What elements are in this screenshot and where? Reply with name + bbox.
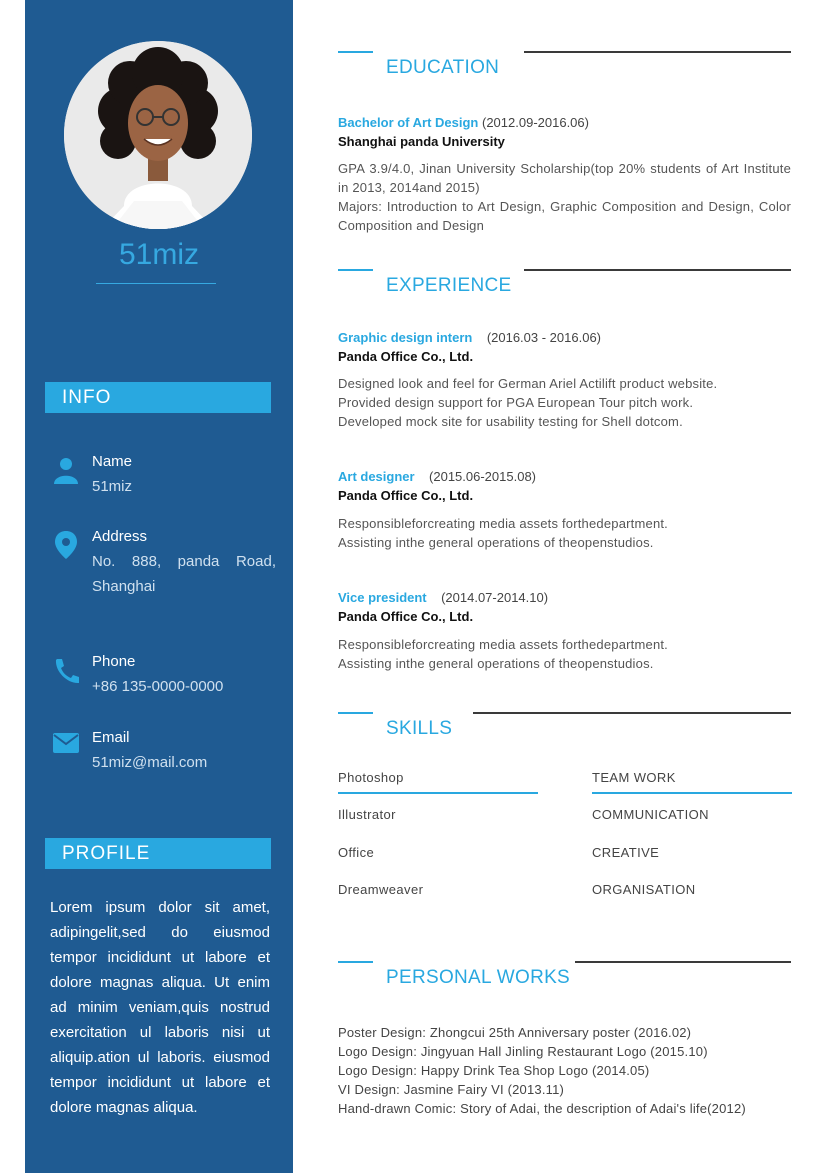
name-underline <box>96 283 216 284</box>
experience-line: Assisting inthe general operations of theopenstudios. <box>338 656 654 671</box>
section-accent-line <box>338 961 373 963</box>
experience-description <box>338 374 791 431</box>
experience-item-head <box>338 330 601 345</box>
experience-description <box>338 514 791 552</box>
skill-underline <box>592 792 792 794</box>
skill-item: Office <box>338 845 375 860</box>
experience-company: Panda Office Co., Ltd. <box>338 488 474 503</box>
info-address-label: Address <box>92 528 148 545</box>
works-item: Poster Design: Zhongcui 25th Anniversary poster (2016.02) <box>338 1025 692 1040</box>
skill-item: COMMUNICATION <box>592 807 709 822</box>
info-email <box>92 725 276 775</box>
works-title: PERSONAL WORKS <box>386 967 571 988</box>
info-email-value: 51miz@mail.com <box>92 754 208 771</box>
person-name: 51miz <box>118 238 200 271</box>
experience-period: (2016.03 - 2016.06) <box>486 330 602 345</box>
skill-item: Dreamweaver <box>338 882 424 897</box>
education-majors: Majors: Introduction to Art Design, Graphic Composition and Design, Color Composition and Design <box>338 199 791 233</box>
education-title: EDUCATION <box>386 57 500 78</box>
experience-line: Assisting inthe general operations of theopenstudios. <box>338 535 654 550</box>
works-item: Logo Design: Jingyuan Hall Jinling Restaurant Logo (2015.10) <box>338 1044 708 1059</box>
education-degree: Bachelor of Art Design <box>338 115 479 130</box>
experience-period: (2015.06-2015.08) <box>429 469 537 484</box>
education-school: Shanghai panda University <box>338 134 505 149</box>
info-phone <box>92 649 276 699</box>
experience-item-head <box>338 469 536 484</box>
skills-title: SKILLS <box>386 718 453 739</box>
skill-item: TEAM WORK <box>592 770 676 785</box>
education-period: (2012.09-2016.06) <box>482 115 589 130</box>
experience-line: Responsibleforcreating media assets forthedepartment. <box>338 516 668 531</box>
education-details: GPA 3.9/4.0, Jinan University Scholarship(top 20% students of Art Institute in 2013, 2014and 2015) <box>338 161 791 195</box>
phone-icon <box>51 656 81 686</box>
experience-role: Art designer <box>338 469 415 484</box>
section-rule <box>524 51 791 53</box>
skill-item: CREATIVE <box>592 845 660 860</box>
works-item: Hand-drawn Comic: Story of Adai, the description of Adai's life(2012) <box>338 1101 746 1116</box>
experience-role: Vice president <box>338 590 427 605</box>
profile-section-title: PROFILE <box>45 838 271 869</box>
profile-photo <box>64 41 252 229</box>
info-name-label: Name <box>92 453 133 470</box>
section-rule <box>473 712 791 714</box>
info-name <box>92 449 276 499</box>
experience-role: Graphic design intern <box>338 330 473 345</box>
experience-line: Provided design support for PGA European Tour pitch work. <box>338 395 694 410</box>
experience-line: Responsibleforcreating media assets forthedepartment. <box>338 637 668 652</box>
experience-title: EXPERIENCE <box>386 275 512 296</box>
skill-item: Photoshop <box>338 770 404 785</box>
experience-company: Panda Office Co., Ltd. <box>338 349 474 364</box>
works-item: VI Design: Jasmine Fairy VI (2013.11) <box>338 1082 565 1097</box>
info-phone-value: +86 135-0000-0000 <box>92 678 224 695</box>
experience-description <box>338 635 791 673</box>
profile-text: Lorem ipsum dolor sit amet, adipingelit,sed do eiusmod tempor incididunt ut labore et dolore magnas aliqua. Ut enim ad minim veniam,quis nostrud exercitation ul laboris nisi ut aliquip.ation ul laboris. eiusmod tempor incididunt ut labore et dolore magnas aliqua. <box>50 899 270 1116</box>
section-rule <box>524 269 791 271</box>
info-name-value: 51miz <box>92 478 133 495</box>
works-item: Logo Design: Happy Drink Tea Shop Logo (2014.05) <box>338 1063 650 1078</box>
education-degree-line <box>338 115 589 130</box>
experience-line: Designed look and feel for German Ariel Actilift product website. <box>338 376 718 391</box>
envelope-icon <box>51 728 81 758</box>
experience-line: Developed mock site for usability testing for Shell dotcom. <box>338 414 683 429</box>
experience-item-head <box>338 590 548 605</box>
section-accent-line <box>338 51 373 53</box>
info-section-title: INFO <box>45 382 271 413</box>
section-rule <box>575 961 791 963</box>
info-phone-label: Phone <box>92 653 136 670</box>
skill-underline <box>338 792 538 794</box>
works-list <box>338 1023 798 1118</box>
skill-item: ORGANISATION <box>592 882 696 897</box>
section-accent-line <box>338 712 373 714</box>
experience-period: (2014.07-2014.10) <box>441 590 549 605</box>
experience-company: Panda Office Co., Ltd. <box>338 609 474 624</box>
section-accent-line <box>338 269 373 271</box>
skill-item: Illustrator <box>338 807 396 822</box>
info-address <box>92 524 276 599</box>
portrait-image <box>64 41 252 229</box>
person-icon <box>51 455 81 485</box>
info-address-value: No. 888, panda Road, Shanghai <box>92 553 276 595</box>
sidebar <box>25 0 293 1173</box>
location-pin-icon <box>51 530 81 560</box>
info-email-label: Email <box>92 729 130 746</box>
